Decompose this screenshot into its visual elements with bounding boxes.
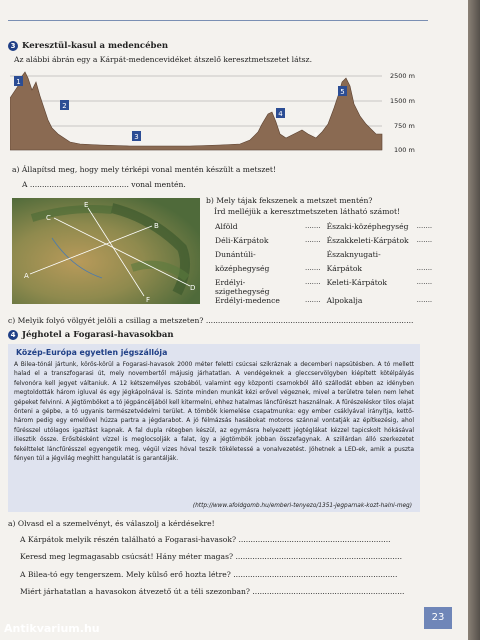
section-4-heading	[8, 330, 174, 340]
answer-blank[interactable]: .......	[416, 278, 433, 286]
reading-box-source: (http://www.afoldgomb.hu/emberi-tenyezo/1351-jegparnak-kozt-halni-meg)	[192, 503, 412, 509]
map-label-e: E	[84, 201, 89, 209]
reading-box-title: Közép-Európa egyetlen jégszállója	[16, 348, 168, 357]
section-3-number: 3	[8, 41, 18, 51]
elevation-label-100: 100 m	[394, 146, 415, 154]
book-spine	[468, 0, 480, 640]
section-4-number: 4	[8, 330, 18, 340]
table-row: Alföld ....... Északi-középhegység .......	[212, 222, 435, 236]
map-label-d: D	[190, 284, 196, 292]
section-3-heading	[8, 41, 168, 51]
map-label-c: C	[46, 214, 51, 222]
carpathian-basin-map	[12, 198, 200, 304]
section-4-title: Jéghotel a Fogarasi-havasokban	[22, 330, 174, 340]
map-label-f: F	[146, 296, 151, 304]
section-3-title: Keresztül-kasul a medencében	[22, 41, 169, 51]
profile-marker-2: 2	[62, 102, 67, 110]
answer-blank[interactable]: .......	[416, 236, 433, 244]
elevation-label-750: 750 m	[394, 122, 415, 130]
top-rule	[8, 20, 428, 21]
table-row: középhegység ....... Kárpátok .......	[212, 264, 435, 278]
answer-blank[interactable]: .......	[305, 296, 321, 304]
question-3a: a) Állapítsd meg, hogy mely térképi vonal mentén készült a metszet!	[12, 165, 277, 174]
question-4a-1[interactable]: A Kárpátok melyik részén található a Fogarasi-havasok? ...............................................................	[20, 535, 391, 544]
cross-section-profile	[10, 68, 415, 160]
answer-blank[interactable]: .......	[305, 236, 321, 244]
answer-blank[interactable]: .......	[305, 278, 321, 286]
section-3-intro: Az alábbi ábrán egy a Kárpát-medencevidéket átszelő keresztmetszetet látsz.	[14, 55, 312, 64]
reading-box	[8, 344, 420, 512]
table-row: Erdélyi-medence ....... Alpokalja .......	[212, 296, 435, 310]
table-row: Déli-Kárpátok ....... Északkeleti-Kárpátok .......	[212, 236, 435, 250]
question-4a-4[interactable]: Miért járhatatlan a havasokon átvezető út a téli szezonban? ...............................................................	[20, 587, 405, 596]
map-label-a: A	[24, 272, 29, 280]
question-3c[interactable]: c) Melyik folyó völgyét jelöli a csillag a metszeten? ......................................................................................	[8, 316, 414, 325]
question-3b-line1: b) Mely tájak fekszenek a metszet mentén?	[206, 196, 373, 205]
question-4a-3[interactable]: A Bilea-tó egy tengerszem. Mely külső erő hozta létre? ....................................................................	[20, 570, 398, 579]
answer-blank[interactable]: .......	[416, 296, 433, 304]
question-3b-line2: Írd melléjük a keresztmetszeten látható számot!	[214, 207, 401, 216]
landscape-table	[212, 222, 435, 310]
profile-marker-5: 5	[340, 88, 345, 96]
answer-line-3a[interactable]: A ......................................... vonal mentén.	[22, 180, 186, 189]
map-label-b: B	[154, 222, 159, 230]
watermark-text: Antikvarium.hu	[4, 622, 100, 635]
profile-marker-3: 3	[134, 133, 139, 141]
elevation-label-1500: 1500 m	[390, 97, 415, 105]
question-4a-2[interactable]: Keresd meg legmagasabb csúcsát! Hány méter magas? .....................................................................	[20, 552, 403, 561]
answer-blank[interactable]: .......	[305, 222, 321, 230]
answer-blank[interactable]: .......	[416, 264, 433, 272]
table-row: Erdélyi-szigethegység ....... Keleti-Kárpátok .......	[212, 278, 435, 296]
profile-marker-1: 1	[16, 78, 21, 86]
profile-marker-4: 4	[278, 110, 283, 118]
table-row: Dunántúli- Északnyugati-	[215, 250, 381, 259]
question-4a: a) Olvasd el a szemelvényt, és válaszolj a kérdésekre!	[8, 519, 215, 528]
star-icon: *	[314, 131, 318, 140]
page-number: 23	[424, 607, 452, 629]
reading-box-text: A Bilea-tónál jártunk, körös-körül a Fogarasi-havasok 2000 méter feletti csúcsai szikráznak a decemberi napsütésben. A tó mellett halad el a transzfogarasi út, mely novembertől májusig járhatatlan. A vendégeknek a gleccservölgyben kiépített kötélpályás felvonóra kell jegyet váltaniuk. A 12 kétszemélyes szobából, valamint egy központi csarnokból álló szállodát ebben az idényben megtoldották három igluval és egy jégkápolnával is. Szinte minden munkát kézi erővel végeznek, mivel a területre telen nem lehet gépeket felvinni. A jégtömböket a tó jégpáncéljából kell kitermelni, ehhez hatalmas láncfűrészt használnak. A fűrészeléskor tilos olajat önteni a gépbe, a tó ugyanis természetvédelmi terület. A tömbök kiemelése csapatmunka: egy ember csáklyával irányítja, kettő-három pedig egy emelővel húzza partra a jégdarabot. A jó félmázsás hasábokat motoros szánnal vontatják az építkezésig, ahol fűrésszel utólagos igazítást kapnak. A fal dupla rétegben készül, az egymásra helyezett jégtéglákat kézzel tapicskolt hókásával illesztik össze. Erősítésként vízzel is meglocsolják a falat, így a jégtömbök jobban összefagynak. A szillárdan álló szerkezetet fekélttelet láncfűrésszel egyengetik meg, végül vizes hóval teszik tökéletessé a vonalvezetést. Jöhetnek a LED-ek, amik a puszta fényen túl a jégvilág meghitt hangulatát is garantálják.	[14, 361, 414, 463]
answer-blank[interactable]: .......	[416, 222, 433, 230]
elevation-label-2500: 2500 m	[390, 72, 415, 80]
answer-blank[interactable]: .......	[305, 264, 321, 272]
